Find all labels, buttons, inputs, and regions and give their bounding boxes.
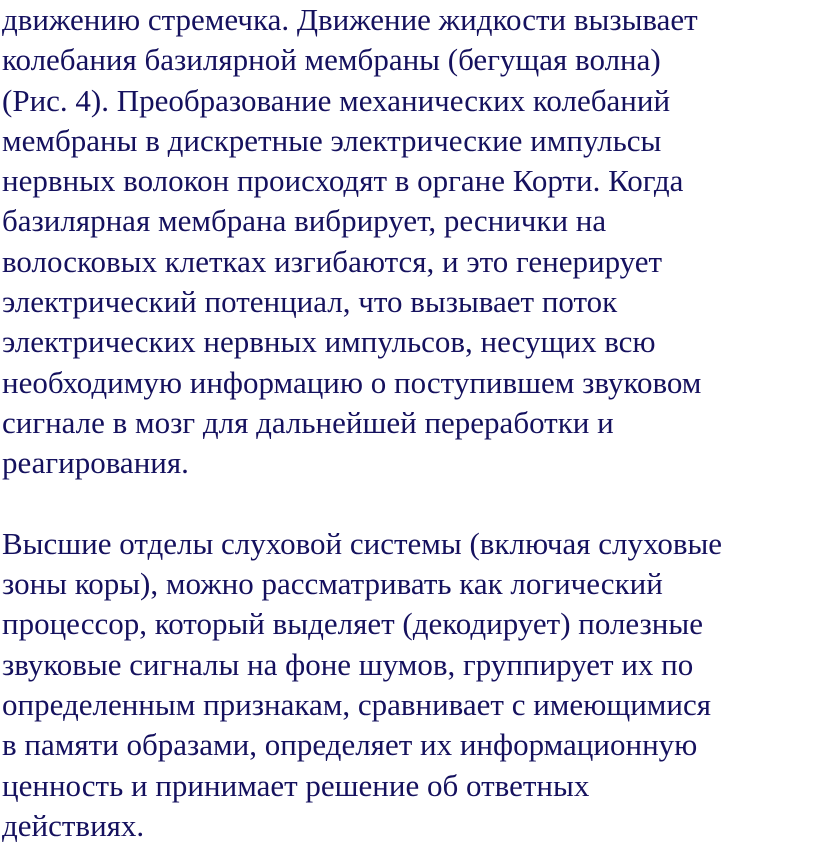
text-line: волосковых клетках изгибаются, и это генерирует bbox=[2, 243, 663, 279]
text-line: движению стремечка. Движение жидкости вызывает bbox=[2, 2, 698, 37]
paragraph-1 bbox=[2, 0, 814, 484]
text-line: Высшие отделы слуховой системы (включая слуховые bbox=[2, 525, 723, 561]
text-line: действиях. bbox=[2, 807, 145, 843]
text-line: реагирования. bbox=[2, 445, 189, 481]
text-line: зоны коры), можно рассматривать как логический bbox=[2, 566, 663, 602]
text-line: мембраны в дискретные электрические импульсы bbox=[2, 122, 662, 158]
text-line: сигнале в мозг для дальнейшей переработки и bbox=[2, 404, 614, 440]
text-line: базилярная мембрана вибрирует, реснички на bbox=[2, 203, 607, 239]
document-page bbox=[2, 0, 814, 865]
paragraph-2 bbox=[2, 524, 814, 846]
text-line: электрический потенциал, что вызывает поток bbox=[2, 284, 618, 320]
text-line: определенным признакам, сравнивает с имеющимися bbox=[2, 687, 712, 723]
text-line: (Рис. 4). Преобразование механических колебаний bbox=[2, 82, 671, 118]
paragraph-gap bbox=[2, 484, 814, 524]
text-line: необходимую информацию о поступившем звуковом bbox=[2, 364, 702, 400]
text-line: колебания базилярной мембраны (бегущая волна) bbox=[2, 42, 661, 78]
text-line: ценность и принимает решение об ответных bbox=[2, 767, 590, 803]
text-line: в памяти образами, определяет их информационную bbox=[2, 727, 698, 763]
text-line: звуковые сигналы на фоне шумов, группирует их по bbox=[2, 646, 694, 682]
text-line: нервных волокон происходят в органе Корти. Когда bbox=[2, 163, 684, 199]
text-line: процессор, который выделяет (декодирует) полезные bbox=[2, 606, 703, 642]
text-line: электрических нервных импульсов, несущих всю bbox=[2, 324, 656, 360]
